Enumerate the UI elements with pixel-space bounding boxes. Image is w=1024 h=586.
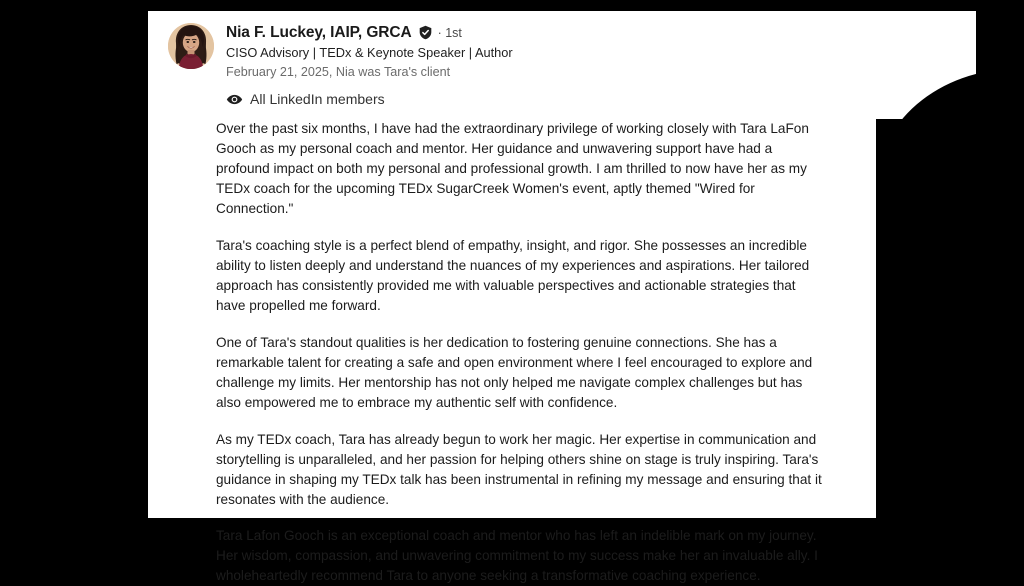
eye-icon	[226, 91, 243, 108]
verified-shield-icon	[418, 25, 433, 40]
recommendation-relationship: February 21, 2025, Nia was Tara's client	[226, 65, 451, 80]
connection-degree: · 1st	[437, 25, 462, 40]
visibility-label: All LinkedIn members	[250, 91, 385, 108]
recommendation-paragraph: Over the past six months, I have had the extraordinary privilege of working closely with Tara LaFon Gooch as my personal coach and mentor. Her guidance and unwavering support have had a profound impact on both my personal and professional growth. I am thrilled to now have her as my TEDx coach for the upcoming TEDx SugarCreek Women's event, aptly themed "Wired for Connection."	[216, 121, 809, 216]
author-info	[226, 23, 856, 81]
page-curl-decoration	[860, 11, 976, 119]
author-headline: CISO Advisory | TEDx & Keynote Speaker | Author	[226, 44, 513, 60]
recommendation-card	[148, 11, 876, 584]
author-name[interactable]: Nia F. Luckey, IAIP, GRCA	[226, 24, 412, 41]
visibility-row	[226, 91, 385, 108]
recommendation-body	[216, 119, 824, 586]
avatar[interactable]	[168, 23, 214, 69]
recommendation-paragraph: One of Tara's standout qualities is her dedication to fostering genuine connections. She has a remarkable talent for creating a safe and open environment where I feel encouraged to explore and challenge my limits. Her mentorship has not only helped me navigate complex challenges but has also empowered me to embrace my authentic self with confidence.	[216, 334, 813, 410]
recommendation-paragraph: Tara Lafon Gooch is an exceptional coach and mentor who has left an indelible mark on my journey. Her wisdom, compassion, and unwavering commitment to my success make her an invaluable ally. I wholeheartedly recommend Tara to anyone seeking a transformative coaching experience.	[216, 528, 818, 584]
recommendation-paragraph: Tara's coaching style is a perfect blend of empathy, insight, and rigor. She possesses an incredible ability to listen deeply and understand the nuances of my experiences and aspirations. Her tailored approach has consistently provided me with valuable perspectives and actionable strategies that have propelled me forward.	[216, 237, 810, 313]
recommendation-paragraph: As my TEDx coach, Tara has already begun to work her magic. Her expertise in communication and storytelling is unparalleled, and her passion for helping others shine on stage is truly inspiring. Tara's guidance in shaping my TEDx talk has been instrumental in refining my message and ensuring that it resonates with the audience.	[216, 431, 822, 507]
author-name-line	[226, 24, 856, 42]
recommendation-header	[168, 23, 856, 81]
